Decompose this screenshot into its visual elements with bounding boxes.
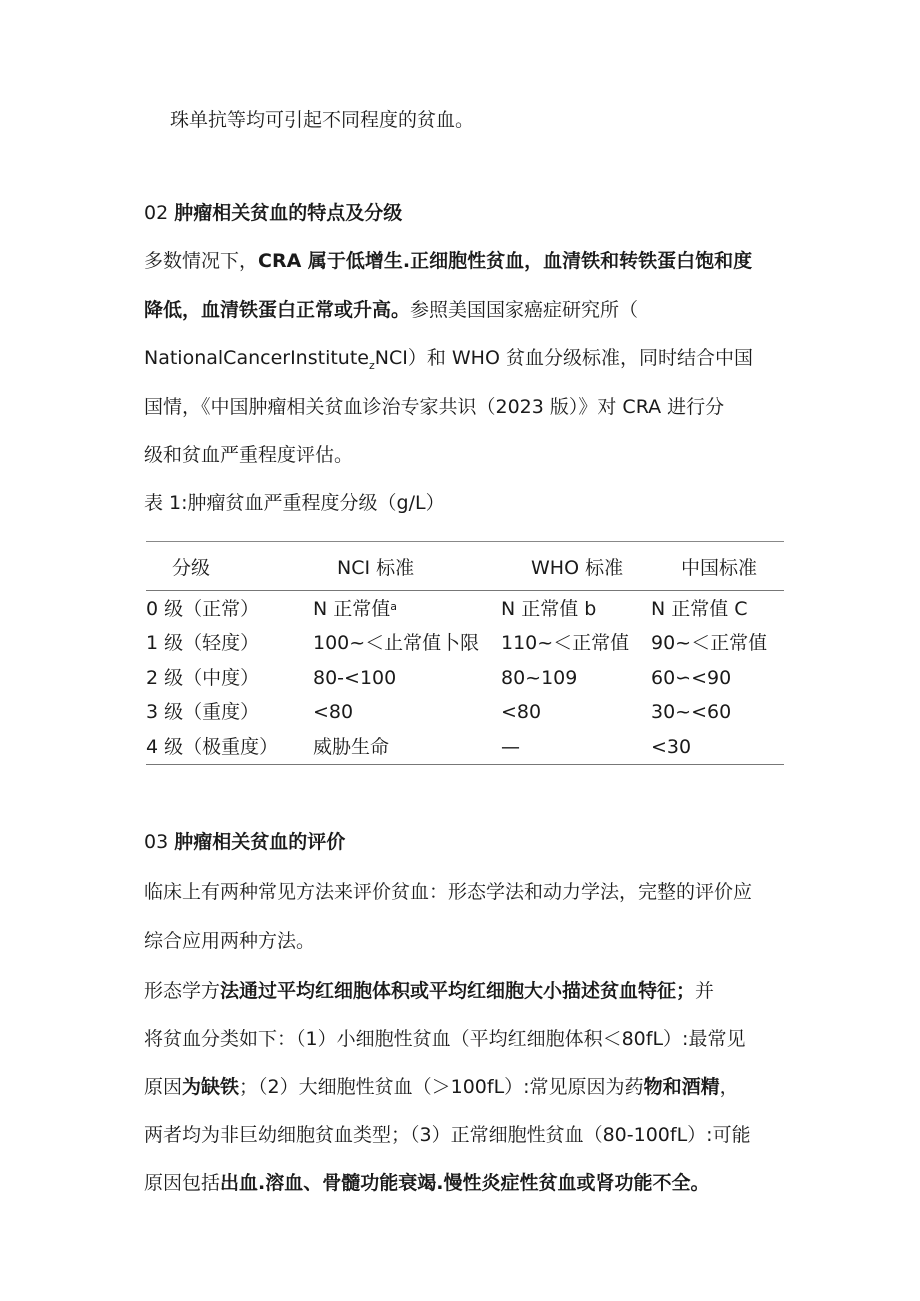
table-cell: N 正常值 C xyxy=(651,598,748,620)
table-cell: 80~109 xyxy=(501,667,578,689)
body-text-line xyxy=(144,1171,709,1195)
table-cell: 0 级（正常） xyxy=(146,598,260,620)
bold-text-span: 为缺铁 xyxy=(182,1076,240,1098)
table-cell: <80 xyxy=(501,701,542,723)
table-cell: 2 级（中度） xyxy=(146,667,260,689)
table-cell: 30~<60 xyxy=(651,701,732,723)
bold-text-span: 法通过平均红细胞体积或平均红细胞大小描述贫血特征； xyxy=(220,980,696,1002)
table-caption: 表 1:肿瘤贫血严重程度分级（g/L） xyxy=(144,492,445,514)
text-span: 多数情况下， xyxy=(144,250,259,272)
text-span: 原因 xyxy=(144,1076,183,1098)
section-heading xyxy=(144,830,345,854)
table-cell: 80-<100 xyxy=(313,667,397,689)
table-top-rule xyxy=(146,541,784,542)
table-header-cell: WHO 标准 xyxy=(531,557,624,579)
text-span: 原因包括 xyxy=(144,1172,221,1194)
bold-text-span: 出血.溶血、骨髓功能衰竭.慢性炎症性贫血或肾功能不全。 xyxy=(220,1172,710,1194)
body-text-line xyxy=(144,979,714,1003)
table-cell-text: N 正常值 xyxy=(313,598,391,620)
text-span: NationalCancerInstitute xyxy=(144,347,369,369)
body-text-line xyxy=(144,1075,739,1099)
body-text-line: 两者均为非巨幼细胞贫血类型；（3）正常细胞性贫血（80-100fL）:可能 xyxy=(144,1124,751,1146)
table-cell: 3 级（重度） xyxy=(146,701,260,723)
text-span: 并 xyxy=(695,980,715,1002)
text-span: ；（2）大细胞性贫血（＞100fL）:常见原因为药 xyxy=(239,1076,644,1098)
body-text-line: 将贫血分类如下：（1）小细胞性贫血（平均红细胞体积＜80fL）:最常见 xyxy=(144,1028,746,1050)
text-span: 形态学方 xyxy=(144,980,221,1002)
section-title: 肿瘤相关贫血的评价 xyxy=(174,831,346,853)
bold-text-span: 物和酒精 xyxy=(643,1076,720,1098)
table-cell: 90~＜正常值 xyxy=(651,632,768,654)
table-header-cell: 中国标准 xyxy=(681,557,758,579)
table-cell: 60∽<90 xyxy=(651,667,732,689)
table-cell: N 正常值 b xyxy=(501,598,597,620)
table-cell xyxy=(313,597,397,621)
body-text-line: 临床上有两种常见方法来评价贫血：形态学法和动力学法，完整的评价应 xyxy=(144,881,753,903)
table-cell: 110~＜正常值 xyxy=(501,632,630,654)
bold-text-span: CRA 属于低增生.正细胞性贫血，血清铁和转铁蛋白饱和度 xyxy=(258,250,753,272)
bold-text-span: 降低，血清铁蛋白正常或升高。 xyxy=(144,299,411,321)
body-text-line: 级和贫血严重程度评估。 xyxy=(144,444,354,466)
text-span: NCI）和 WHO 贫血分级标准，同时结合中国 xyxy=(374,347,753,369)
table-cell: 威胁生命 xyxy=(313,736,390,758)
superscript: a xyxy=(390,600,398,613)
text-span: ， xyxy=(719,1076,739,1098)
section-number: 03 xyxy=(144,831,169,853)
body-text-line xyxy=(144,249,752,273)
body-text-line: 珠单抗等均可引起不同程度的贫血。 xyxy=(170,109,475,131)
table-header-cell: NCI 标准 xyxy=(337,557,415,579)
table-cell: 1 级（轻度） xyxy=(146,632,260,654)
table-bottom-rule xyxy=(146,764,784,765)
section-number: 02 xyxy=(144,202,169,224)
text-span: 参照美国国家癌症研究所（ xyxy=(410,299,639,321)
table-cell: 100~＜止常值卜限 xyxy=(313,632,480,654)
table-header-cell: 分级 xyxy=(172,557,211,579)
table-cell: <80 xyxy=(313,701,354,723)
table-cell: — xyxy=(501,736,520,758)
body-text-line xyxy=(144,346,753,378)
body-text-line xyxy=(144,298,638,322)
section-heading xyxy=(144,201,402,225)
body-text-line: 国情，《中国肿瘤相关贫血诊治专家共识（2023 版）》对 CRA 进行分 xyxy=(144,396,725,418)
section-title: 肿瘤相关贫血的特点及分级 xyxy=(174,202,403,224)
table-cell: <30 xyxy=(651,736,692,758)
subscript: z xyxy=(368,358,375,372)
body-text-line: 综合应用两种方法。 xyxy=(144,930,316,952)
table-header-rule xyxy=(146,590,784,591)
table-cell: 4 级（极重度） xyxy=(146,736,279,758)
